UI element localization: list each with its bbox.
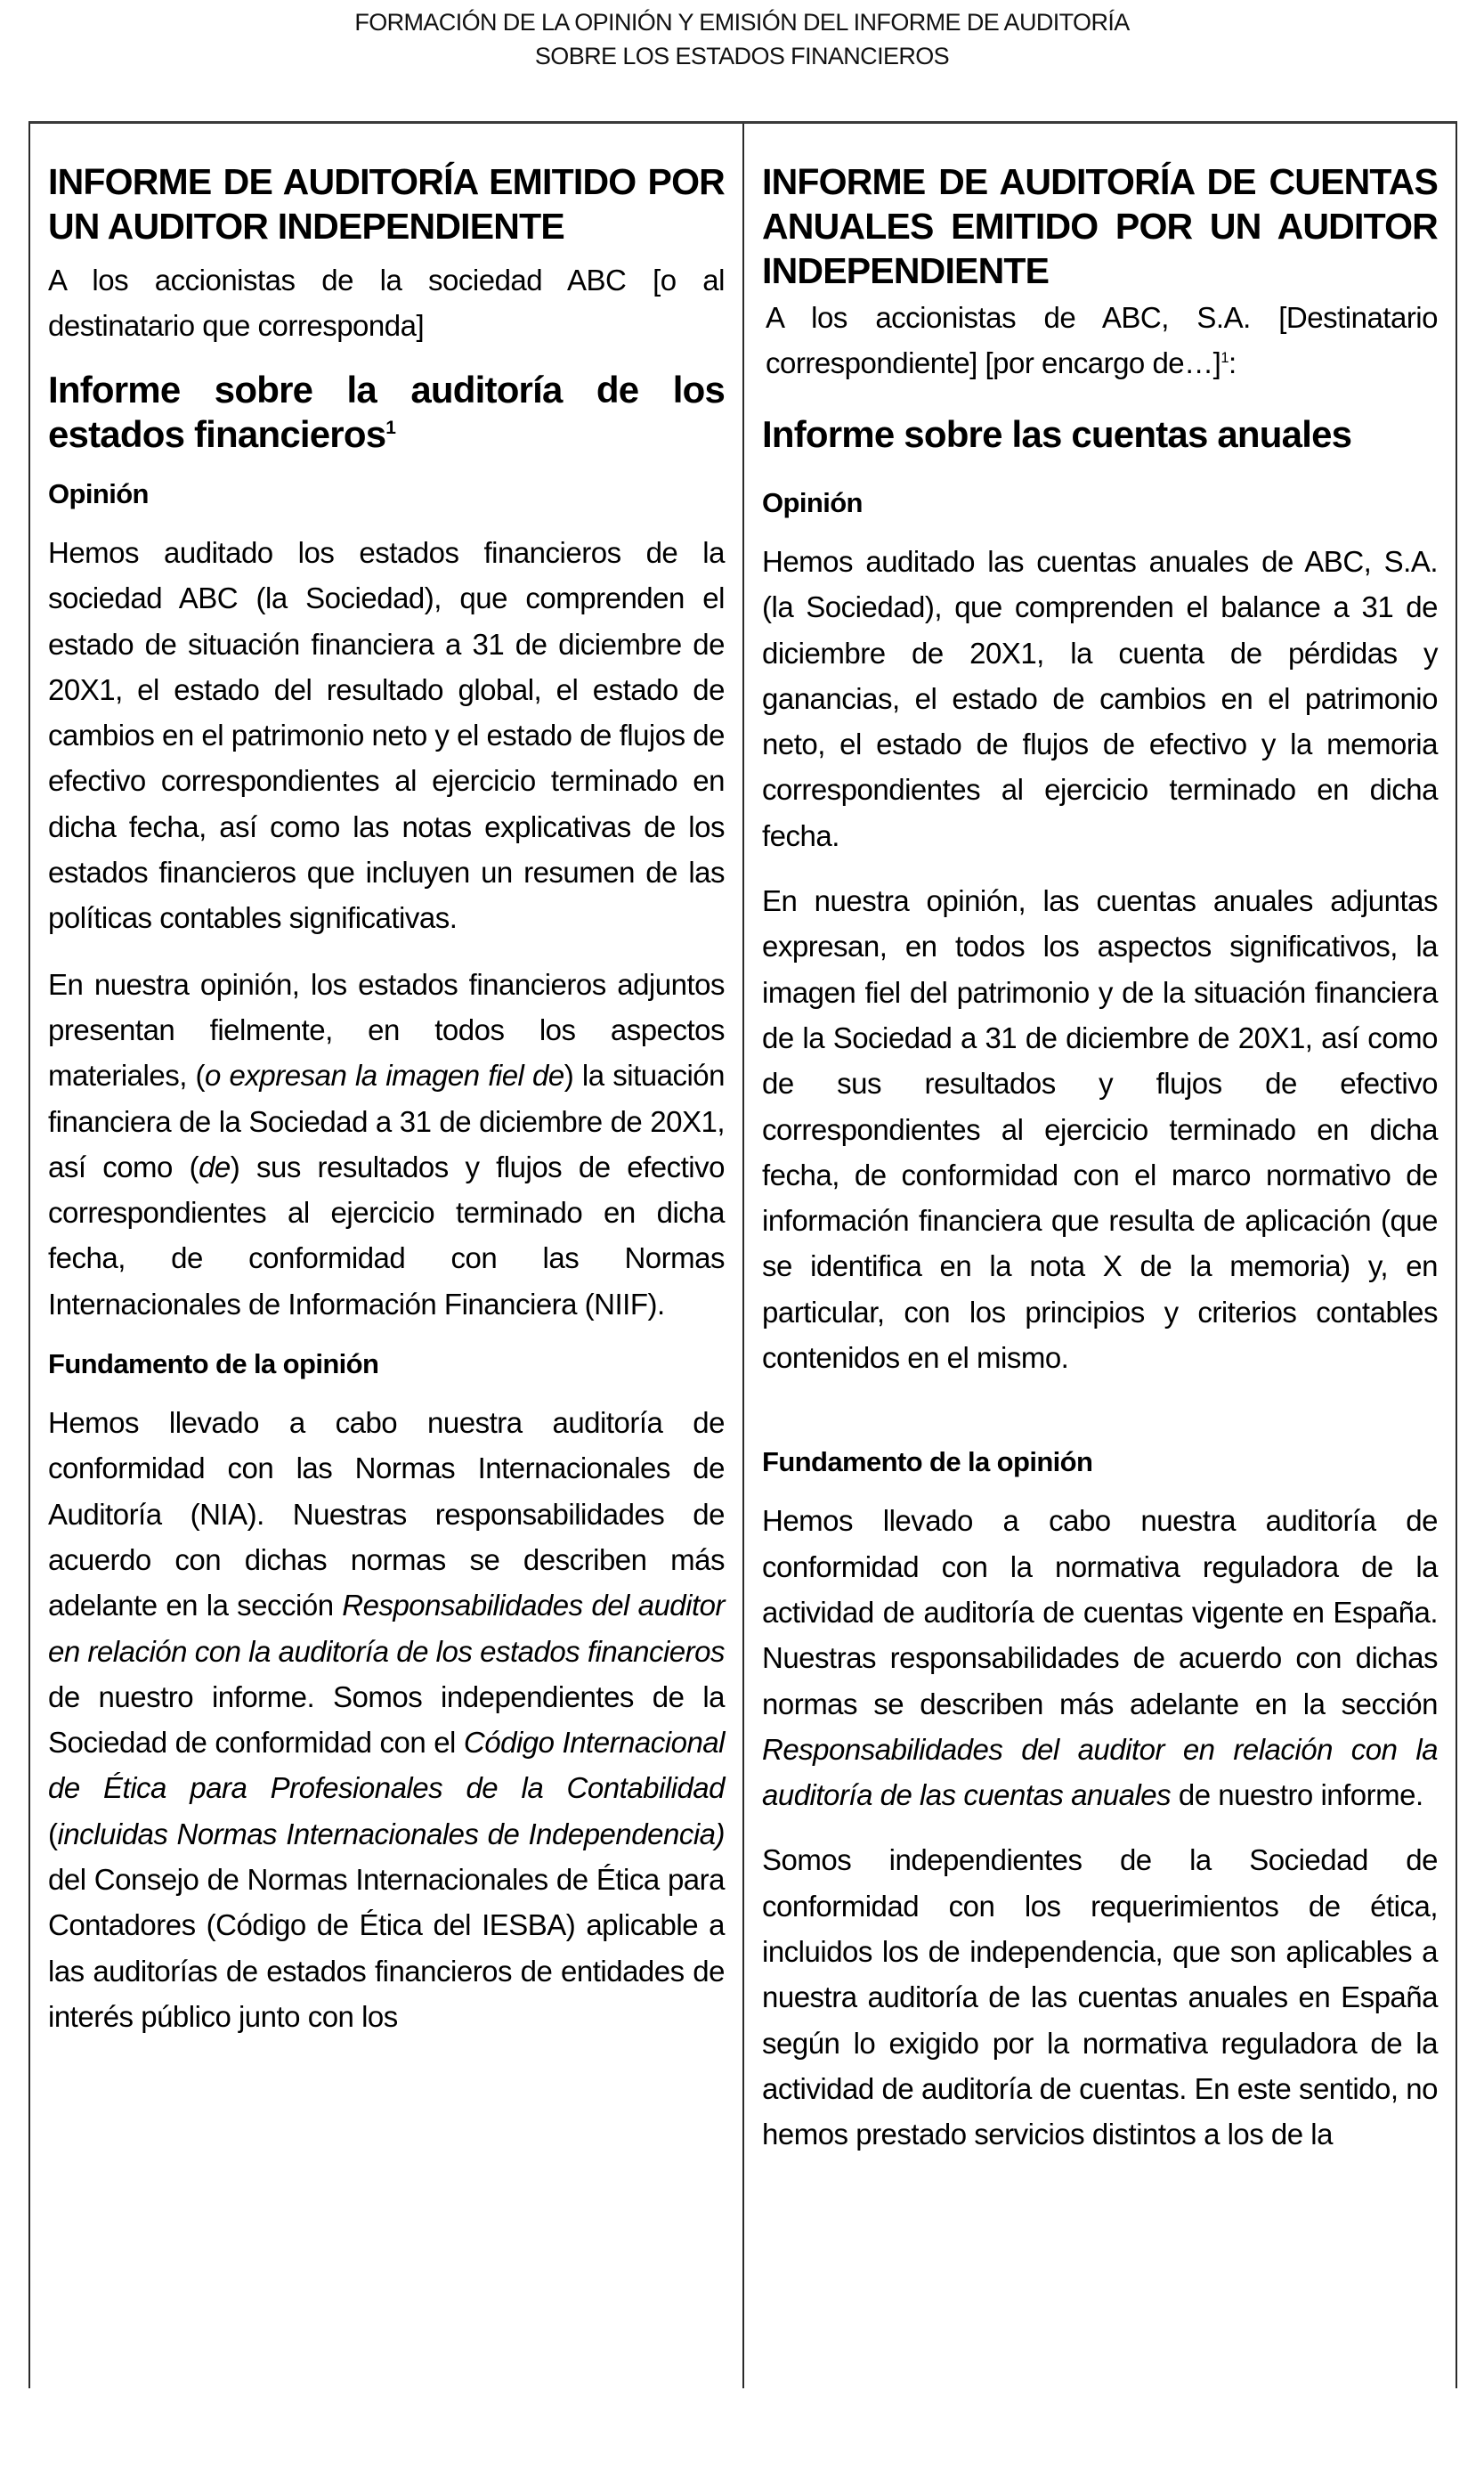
report-title: INFORME DE AUDITORÍA EMITIDO POR UN AUDITOR INDEPENDIENTE — [48, 161, 725, 247]
opinion-heading: Opinión — [762, 487, 863, 518]
basis-heading: Fundamento de la opinión — [48, 1348, 379, 1380]
section-title-text: Informe sobre la auditoría de los estados financieros — [48, 369, 725, 455]
column-international-report — [30, 124, 744, 2388]
addressee-text: A los accionistas de ABC, S.A. [Destinatario correspondiente] [por encargo de…] — [766, 301, 1438, 379]
addressee — [762, 295, 1438, 386]
basis-paragraph-2: Somos independientes de la Sociedad de conformidad con los requerimientos de ética, incluidos los de independencia, que son aplicables a nuestra auditoría de las cuentas anuales en España según lo exigido por la normativa reguladora de la actividad de auditoría de cuentas. En este sentido, no hemos prestado servicios distintos a los de la — [762, 1843, 1438, 2151]
text-run: Hemos llevado a cabo nuestra auditoría de conformidad con la normativa reguladora de la actividad de auditoría de cuentas vigente en España. Nuestras responsabilidades de acuerdo con dichas normas se describen más adelante en la sección — [762, 1504, 1438, 1720]
opinion-heading: Opinión — [48, 478, 149, 509]
text-run: de nuestro informe. Somos independientes de la Sociedad de conformidad con el — [48, 1679, 725, 1760]
footnote-marker: 1 — [1220, 350, 1229, 366]
text-run: de nuestro informe. — [1171, 1778, 1423, 1812]
italic-run: de — [199, 1150, 231, 1183]
footnote-marker: 1 — [385, 418, 396, 438]
italic-run: Responsabilidades del auditor en relación con la auditoría de los estados financieros — [48, 1589, 725, 1668]
text-run: ) sus resultados y flujos de efectivo correspondientes al ejercicio terminado en dicha fecha, de conformidad con las Normas Internacionales de Información Financiera (NIIF). — [48, 1150, 725, 1321]
header-line-2: SOBRE LOS ESTADOS FINANCIEROS — [534, 43, 950, 69]
text-run: ( — [48, 1817, 58, 1850]
text-run: del Consejo de Normas Internacionales de Ética para Contadores (Código de Ética del IESBA) aplicable a las auditorías de estados financieros de entidades de interés público junto con los — [48, 1863, 725, 2033]
opinion-paragraph-1: Hemos auditado las cuentas anuales de ABC, S.A. (la Sociedad), que comprenden el balance a 31 de diciembre de 20X1, la cuenta de pérdidas y ganancias, el estado de cambios en el patrimonio neto, el estado de flujos de efectivo y la memoria correspondientes al ejercicio terminado en dicha fecha. — [762, 545, 1438, 852]
italic-run: o expresan la imagen fiel de — [205, 1059, 564, 1093]
basis-paragraph-1 — [48, 1400, 725, 2039]
italic-run: Código Internacional de Ética para Profesionales de la Contabilidad — [48, 1726, 725, 1805]
italic-run: Responsabilidades del auditor en relación con la auditoría de las cuentas anuales — [762, 1732, 1438, 1812]
comparison-table — [28, 121, 1457, 2388]
addressee: A los accionistas de la sociedad ABC [o al destinatario que corresponda] — [48, 264, 725, 342]
text-run: ) la situación financiera de la Sociedad a 31 de diciembre de 20X1, así como ( — [48, 1059, 725, 1183]
basis-paragraph-1 — [762, 1498, 1438, 1817]
text-run: Hemos llevado a cabo nuestra auditoría de conformidad con las Normas Internacionales de Auditoría (NIA). Nuestras responsabilidades de acuerdo con dichas normas se describen más adelante en la sección — [48, 1406, 725, 1622]
section-title: Informe sobre las cuentas anuales — [762, 413, 1352, 455]
report-title: INFORME DE AUDITORÍA DE CUENTAS ANUALES EMITIDO POR UN AUDITOR INDEPENDIENTE — [762, 161, 1438, 291]
opinion-paragraph-2: En nuestra opinión, las cuentas anuales adjuntas expresan, en todos los aspectos significativos, la imagen fiel del patrimonio y de la situación financiera de la Sociedad a 31 de diciembre de 20X1, así como de sus resultados y flujos de efectivo correspondientes al ejercicio terminado en dicha fecha, de conformidad con el marco normativo de información financiera que resulta de aplicación (que se identifica en la nota X de la memoria) y, en particular, con los principios y criterios contables contenidos en el mismo. — [762, 884, 1438, 1375]
column-spanish-report — [744, 124, 1456, 2388]
text-run: : — [1229, 346, 1237, 379]
basis-heading: Fundamento de la opinión — [762, 1446, 1093, 1478]
header-line-1: FORMACIÓN DE LA OPINIÓN Y EMISIÓN DEL INFORME DE AUDITORÍA — [354, 9, 1130, 36]
text-run: En nuestra opinión, los estados financieros adjuntos presentan fielmente, en todos los aspectos materiales, ( — [48, 967, 725, 1093]
page-header — [0, 5, 1484, 73]
section-title — [48, 368, 725, 457]
opinion-paragraph-1: Hemos auditado los estados financieros de la sociedad ABC (la Sociedad), que comprenden el estado de situación financiera a 31 de diciembre de 20X1, el estado del resultado global, el estado de cambios en el patrimonio neto y el estado de flujos de efectivo correspondientes al ejercicio terminado en dicha fecha, así como las notas explicativas de los estados financieros que incluyen un resumen de las políticas contables significativas. — [48, 536, 725, 935]
opinion-paragraph-2 — [48, 962, 725, 1327]
italic-run: incluidas Normas Internacionales de Independencia) — [57, 1817, 725, 1850]
